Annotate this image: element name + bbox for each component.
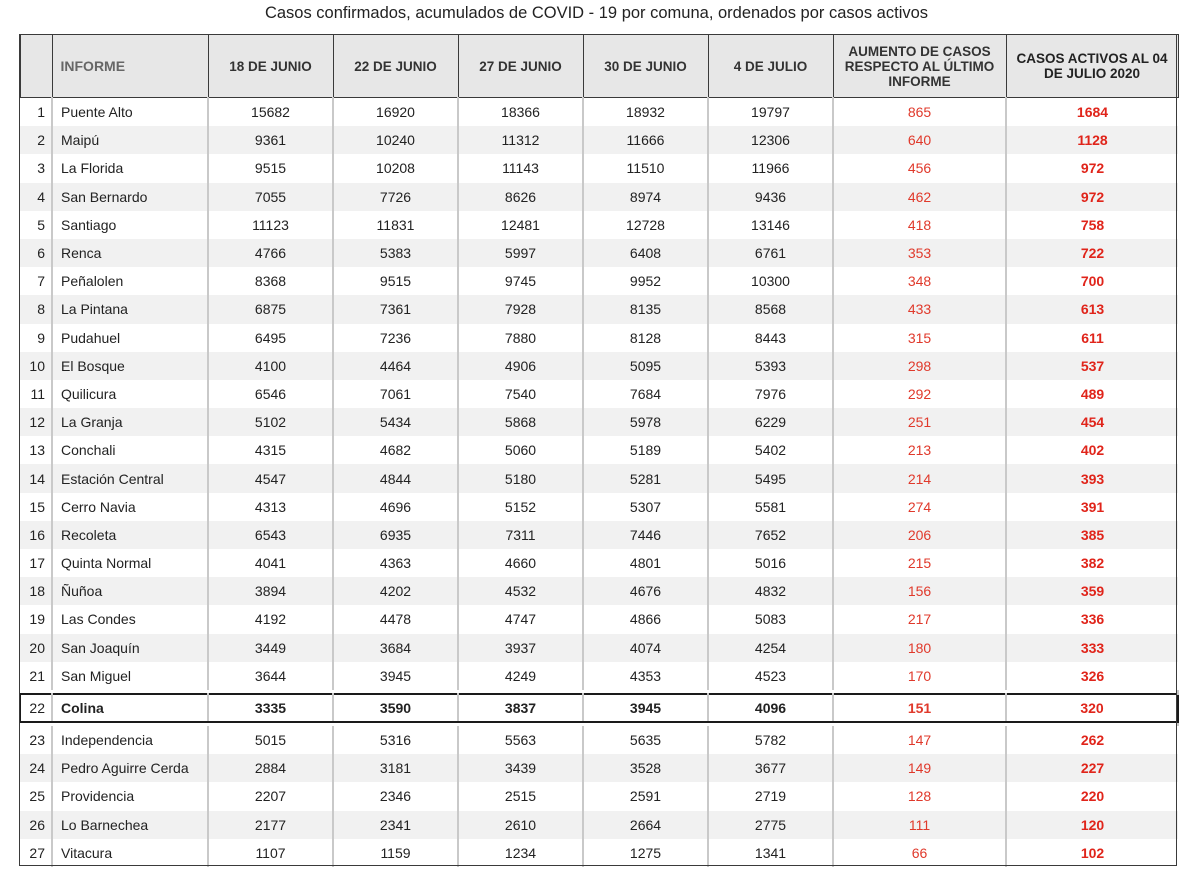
cases-27-junio: 2610 (458, 811, 583, 839)
cases-22-junio: 3945 (333, 662, 458, 690)
cases-4-julio: 7652 (708, 521, 833, 549)
cases-27-junio: 12481 (458, 211, 583, 239)
active-cases: 758 (1080, 216, 1105, 233)
cases-increase: 180 (833, 634, 1006, 662)
cases-30-junio: 5978 (583, 408, 708, 436)
cases-18-junio: 3335 (208, 694, 333, 722)
cases-increase: 149 (833, 754, 1006, 782)
active-cases: 385 (1006, 521, 1178, 549)
cases-30-junio: 3945 (583, 694, 708, 722)
cases-27-junio: 18366 (458, 98, 583, 127)
cases-increase: 462 (833, 183, 1006, 211)
table-row (20, 577, 1178, 605)
row-index: 23 (20, 726, 52, 754)
row-index: 12 (20, 408, 52, 436)
table-row (20, 211, 1178, 239)
active-cases: 722 (1006, 239, 1178, 267)
cases-30-junio: 18932 (583, 98, 708, 127)
cases-increase: 456 (833, 154, 1006, 182)
cases-4-julio: 4096 (708, 694, 833, 722)
cases-18-junio: 3644 (208, 662, 333, 690)
cases-increase: 214 (833, 464, 1006, 492)
cases-18-junio: 6546 (208, 380, 333, 408)
cases-4-julio: 5402 (708, 436, 833, 464)
cases-18-junio: 1107 (208, 839, 333, 867)
cases-4-julio: 8443 (708, 324, 833, 352)
row-index: 3 (20, 154, 52, 182)
table-row (20, 726, 1178, 754)
table-row (20, 267, 1178, 295)
row-index: 21 (20, 662, 52, 690)
header-active: CASOS ACTIVOS AL 04 DE JULIO 2020 (1006, 35, 1178, 98)
cases-30-junio: 4353 (583, 662, 708, 690)
cases-increase: 217 (833, 605, 1006, 633)
active-cases: 320 (1006, 694, 1178, 722)
cases-increase: 213 (833, 436, 1006, 464)
cases-27-junio: 5152 (458, 493, 583, 521)
row-index: 4 (20, 183, 52, 211)
cases-4-julio: 4523 (708, 662, 833, 690)
cases-18-junio: 4192 (208, 605, 333, 633)
active-cases: 393 (1006, 464, 1178, 492)
cases-increase: 418 (833, 211, 1006, 239)
cases-30-junio: 5095 (583, 352, 708, 380)
header-22-junio: 22 DE JUNIO (333, 35, 458, 98)
cases-increase: 274 (833, 493, 1006, 521)
table-row (20, 239, 1178, 267)
header-27-junio: 27 DE JUNIO (458, 35, 583, 98)
comuna-name: Maipú (52, 126, 208, 154)
comuna-name: Estación Central (52, 464, 208, 492)
cases-18-junio: 6875 (208, 295, 333, 323)
cases-27-junio: 11312 (458, 126, 583, 154)
cases-27-junio: 7880 (458, 324, 583, 352)
cases-30-junio: 4676 (583, 577, 708, 605)
cases-30-junio: 9952 (583, 267, 708, 295)
cases-27-junio: 5868 (458, 408, 583, 436)
comuna-name: Ñuñoa (52, 577, 208, 605)
cases-27-junio: 4747 (458, 605, 583, 633)
cases-30-junio: 5307 (583, 493, 708, 521)
cases-4-julio: 5393 (708, 352, 833, 380)
cases-18-junio: 4766 (208, 239, 333, 267)
table-row (20, 549, 1178, 577)
cases-4-julio: 12306 (708, 126, 833, 154)
cases-4-julio: 5083 (708, 605, 833, 633)
active-cases: 359 (1006, 577, 1178, 605)
comuna-name: San Joaquín (52, 634, 208, 662)
active-cases: 611 (1081, 329, 1104, 346)
comuna-name: San Miguel (52, 662, 208, 690)
cases-30-junio: 6408 (583, 239, 708, 267)
cases-30-junio: 5635 (583, 726, 708, 754)
cases-22-junio: 7236 (333, 324, 458, 352)
cases-4-julio: 5495 (708, 464, 833, 492)
cases-22-junio: 7061 (333, 380, 458, 408)
table-row (20, 605, 1178, 633)
row-index: 7 (20, 267, 52, 295)
cases-increase: 170 (833, 662, 1006, 690)
cases-18-junio: 5015 (208, 726, 333, 754)
cases-4-julio: 4254 (708, 634, 833, 662)
cases-18-junio: 11123 (208, 211, 333, 239)
row-index: 27 (20, 839, 52, 867)
comuna-name: Puente Alto (52, 98, 208, 127)
cases-18-junio: 6543 (208, 521, 333, 549)
cases-18-junio: 2177 (208, 811, 333, 839)
cases-27-junio: 3837 (458, 694, 583, 722)
table-row (20, 436, 1178, 464)
comuna-name: Recoleta (52, 521, 208, 549)
cases-22-junio: 3181 (333, 754, 458, 782)
cases-18-junio: 4547 (208, 464, 333, 492)
cases-18-junio: 4315 (208, 436, 333, 464)
cases-30-junio: 7446 (583, 521, 708, 549)
cases-27-junio: 3937 (458, 634, 583, 662)
table-row (20, 154, 1178, 182)
table-row (20, 98, 1178, 127)
cases-22-junio: 6935 (333, 521, 458, 549)
cases-4-julio: 3677 (708, 754, 833, 782)
row-index: 9 (20, 324, 52, 352)
cases-30-junio: 4074 (583, 634, 708, 662)
comuna-name: Vitacura (52, 839, 208, 867)
comuna-name: Lo Barnechea (52, 811, 208, 839)
row-index: 6 (20, 239, 52, 267)
cases-27-junio: 5180 (458, 464, 583, 492)
cases-4-julio: 9436 (708, 183, 833, 211)
cases-30-junio: 11510 (583, 154, 708, 182)
cases-27-junio: 3439 (458, 754, 583, 782)
row-index: 1 (20, 98, 52, 127)
cases-4-julio: 6229 (708, 408, 833, 436)
row-index: 16 (20, 521, 52, 549)
comuna-name: Cerro Navia (52, 493, 208, 521)
cases-22-junio: 7361 (333, 295, 458, 323)
cases-30-junio: 3528 (583, 754, 708, 782)
cases-22-junio: 3590 (333, 694, 458, 722)
active-cases: 326 (1080, 667, 1105, 684)
cases-22-junio: 4696 (333, 493, 458, 521)
table-row (20, 464, 1178, 492)
row-index: 20 (20, 634, 52, 662)
cases-increase: 151 (833, 694, 1006, 722)
comuna-name: Colina (52, 694, 208, 722)
cases-22-junio: 10240 (333, 126, 458, 154)
row-index: 13 (20, 436, 52, 464)
cases-18-junio: 2884 (208, 754, 333, 782)
table-row (20, 662, 1178, 690)
active-cases: 972 (1006, 183, 1178, 211)
header-4-julio: 4 DE JULIO (708, 35, 833, 98)
cases-increase: 433 (833, 295, 1006, 323)
cases-22-junio: 9515 (333, 267, 458, 295)
cases-4-julio: 8568 (708, 295, 833, 323)
covid-cases-table (19, 34, 1179, 867)
cases-4-julio: 5016 (708, 549, 833, 577)
cases-4-julio: 7976 (708, 380, 833, 408)
cases-22-junio: 2341 (333, 811, 458, 839)
cases-27-junio: 4532 (458, 577, 583, 605)
cases-22-junio: 4363 (333, 549, 458, 577)
cases-increase: 147 (833, 726, 1006, 754)
comuna-name: Pedro Aguirre Cerda (52, 754, 208, 782)
table-row (20, 634, 1178, 662)
cases-18-junio: 4100 (208, 352, 333, 380)
comuna-name: El Bosque (52, 352, 208, 380)
cases-30-junio: 5189 (583, 436, 708, 464)
cases-increase: 353 (833, 239, 1006, 267)
comuna-name: Renca (52, 239, 208, 267)
cases-increase: 640 (833, 126, 1006, 154)
comuna-name: Quinta Normal (52, 549, 208, 577)
cases-27-junio: 4906 (458, 352, 583, 380)
cases-4-julio: 5782 (708, 726, 833, 754)
cases-27-junio: 7928 (458, 295, 583, 323)
cases-4-julio: 2719 (708, 782, 833, 810)
comuna-name: San Bernardo (52, 183, 208, 211)
table-row (20, 811, 1178, 839)
comuna-name: La Pintana (52, 295, 208, 323)
cases-4-julio: 13146 (708, 211, 833, 239)
cases-4-julio: 5581 (708, 493, 833, 521)
active-cases: 227 (1006, 754, 1178, 782)
comuna-name: Santiago (52, 211, 208, 239)
cases-18-junio: 6495 (208, 324, 333, 352)
active-cases: 489 (1080, 385, 1105, 402)
comuna-name: Conchali (52, 436, 208, 464)
cases-increase: 315 (833, 324, 1006, 352)
cases-22-junio: 10208 (333, 154, 458, 182)
cases-4-julio: 6761 (708, 239, 833, 267)
row-index: 26 (20, 811, 52, 839)
active-cases: 613 (1006, 295, 1178, 323)
table-row (20, 183, 1178, 211)
table-row (20, 754, 1178, 782)
row-index: 5 (20, 211, 52, 239)
cases-4-julio: 2775 (708, 811, 833, 839)
cases-4-julio: 11966 (708, 154, 833, 182)
cases-18-junio: 9361 (208, 126, 333, 154)
cases-30-junio: 2591 (583, 782, 708, 810)
row-index: 25 (20, 782, 52, 810)
cases-18-junio: 8368 (208, 267, 333, 295)
active-cases: 537 (1006, 352, 1178, 380)
cases-22-junio: 5383 (333, 239, 458, 267)
cases-increase: 66 (833, 839, 1006, 867)
active-cases: 262 (1080, 732, 1105, 749)
cases-27-junio: 8626 (458, 183, 583, 211)
cases-22-junio: 4202 (333, 577, 458, 605)
cases-increase: 251 (833, 408, 1006, 436)
cases-increase: 298 (833, 352, 1006, 380)
table-row (20, 493, 1178, 521)
cases-22-junio: 2346 (333, 782, 458, 810)
header-increase: AUMENTO DE CASOS RESPECTO AL ÚLTIMO INFORME (833, 35, 1006, 98)
header-18-junio: 18 DE JUNIO (208, 35, 333, 98)
cases-27-junio: 5997 (458, 239, 583, 267)
cases-4-julio: 4832 (708, 577, 833, 605)
row-index: 10 (20, 352, 52, 380)
cases-22-junio: 4682 (333, 436, 458, 464)
cases-18-junio: 7055 (208, 183, 333, 211)
header-row (20, 35, 1178, 98)
table-row (20, 521, 1178, 549)
active-cases: 1128 (1006, 126, 1178, 154)
active-cases: 120 (1006, 811, 1178, 839)
cases-30-junio: 4801 (583, 549, 708, 577)
table-row-highlighted (20, 694, 1178, 722)
cases-increase: 111 (833, 811, 1006, 839)
table-row (20, 380, 1178, 408)
active-cases: 454 (1006, 408, 1178, 436)
table-body (20, 98, 1178, 867)
cases-27-junio: 7540 (458, 380, 583, 408)
cases-18-junio: 3449 (208, 634, 333, 662)
cases-27-junio: 2515 (458, 782, 583, 810)
row-index: 18 (20, 577, 52, 605)
cases-4-julio: 10300 (708, 267, 833, 295)
table-title: Casos confirmados, acumulados de COVID - 19 por comuna, ordenados por casos activos (264, 4, 929, 22)
comuna-name: Providencia (52, 782, 208, 810)
table-row (20, 295, 1178, 323)
cases-22-junio: 16920 (333, 98, 458, 127)
cases-22-junio: 3684 (333, 634, 458, 662)
row-index: 8 (20, 295, 52, 323)
cases-22-junio: 4844 (333, 464, 458, 492)
row-index: 14 (20, 464, 52, 492)
cases-18-junio: 9515 (208, 154, 333, 182)
cases-22-junio: 4464 (333, 352, 458, 380)
cases-increase: 292 (833, 380, 1006, 408)
table-row (20, 324, 1178, 352)
row-index: 2 (20, 126, 52, 154)
comuna-name: Peñalolen (52, 267, 208, 295)
cases-18-junio: 5102 (208, 408, 333, 436)
cases-22-junio: 4478 (333, 605, 458, 633)
comuna-name: Pudahuel (52, 324, 208, 352)
cases-increase: 348 (833, 267, 1006, 295)
cases-22-junio: 11831 (333, 211, 458, 239)
row-index: 11 (20, 380, 52, 408)
cases-27-junio: 1234 (458, 839, 583, 867)
cases-30-junio: 8128 (583, 324, 708, 352)
cases-22-junio: 7726 (333, 183, 458, 211)
cases-27-junio: 5563 (458, 726, 583, 754)
cases-22-junio: 5434 (333, 408, 458, 436)
cases-30-junio: 4866 (583, 605, 708, 633)
header-index (20, 35, 52, 98)
cases-30-junio: 7684 (583, 380, 708, 408)
cases-18-junio: 4313 (208, 493, 333, 521)
active-cases: 382 (1080, 555, 1105, 572)
cases-27-junio: 7311 (458, 521, 583, 549)
table-row (20, 352, 1178, 380)
active-cases: 336 (1080, 611, 1105, 628)
active-cases: 102 (1080, 844, 1105, 861)
comuna-name: Independencia (52, 726, 208, 754)
comuna-name: Quilicura (52, 380, 208, 408)
active-cases: 700 (1080, 273, 1105, 290)
row-index: 17 (20, 549, 52, 577)
cases-18-junio: 2207 (208, 782, 333, 810)
cases-increase: 156 (833, 577, 1006, 605)
cases-27-junio: 4249 (458, 662, 583, 690)
cases-30-junio: 8974 (583, 183, 708, 211)
cases-18-junio: 15682 (208, 98, 333, 127)
cases-30-junio: 11666 (583, 126, 708, 154)
cases-27-junio: 11143 (458, 154, 583, 182)
row-index: 24 (20, 754, 52, 782)
cases-increase: 128 (833, 782, 1006, 810)
cases-increase: 206 (833, 521, 1006, 549)
comuna-name: Las Condes (52, 605, 208, 633)
table-row (20, 126, 1178, 154)
cases-18-junio: 4041 (208, 549, 333, 577)
active-cases: 391 (1080, 498, 1105, 515)
cases-4-julio: 19797 (708, 98, 833, 127)
table-row (20, 782, 1178, 810)
cases-increase: 215 (833, 549, 1006, 577)
cases-increase: 865 (833, 98, 1006, 127)
header-30-junio: 30 DE JUNIO (583, 35, 708, 98)
comuna-name: La Granja (52, 408, 208, 436)
row-index: 19 (20, 605, 52, 633)
cases-22-junio: 5316 (333, 726, 458, 754)
active-cases: 333 (1006, 634, 1178, 662)
table-row (20, 408, 1178, 436)
table-row (20, 839, 1178, 867)
active-cases: 220 (1080, 788, 1105, 805)
active-cases: 972 (1080, 160, 1105, 177)
cases-27-junio: 4660 (458, 549, 583, 577)
row-index: 15 (20, 493, 52, 521)
cases-30-junio: 12728 (583, 211, 708, 239)
cases-27-junio: 9745 (458, 267, 583, 295)
cases-4-julio: 1341 (708, 839, 833, 867)
cases-30-junio: 2664 (583, 811, 708, 839)
cases-30-junio: 5281 (583, 464, 708, 492)
cases-30-junio: 1275 (583, 839, 708, 867)
header-informe: INFORME (52, 35, 208, 98)
cases-30-junio: 8135 (583, 295, 708, 323)
cases-22-junio: 1159 (333, 839, 458, 867)
row-index: 22 (20, 694, 52, 722)
cases-18-junio: 3894 (208, 577, 333, 605)
cases-27-junio: 5060 (458, 436, 583, 464)
active-cases: 1684 (1076, 104, 1109, 121)
comuna-name: La Florida (52, 154, 208, 182)
active-cases: 402 (1080, 442, 1105, 459)
